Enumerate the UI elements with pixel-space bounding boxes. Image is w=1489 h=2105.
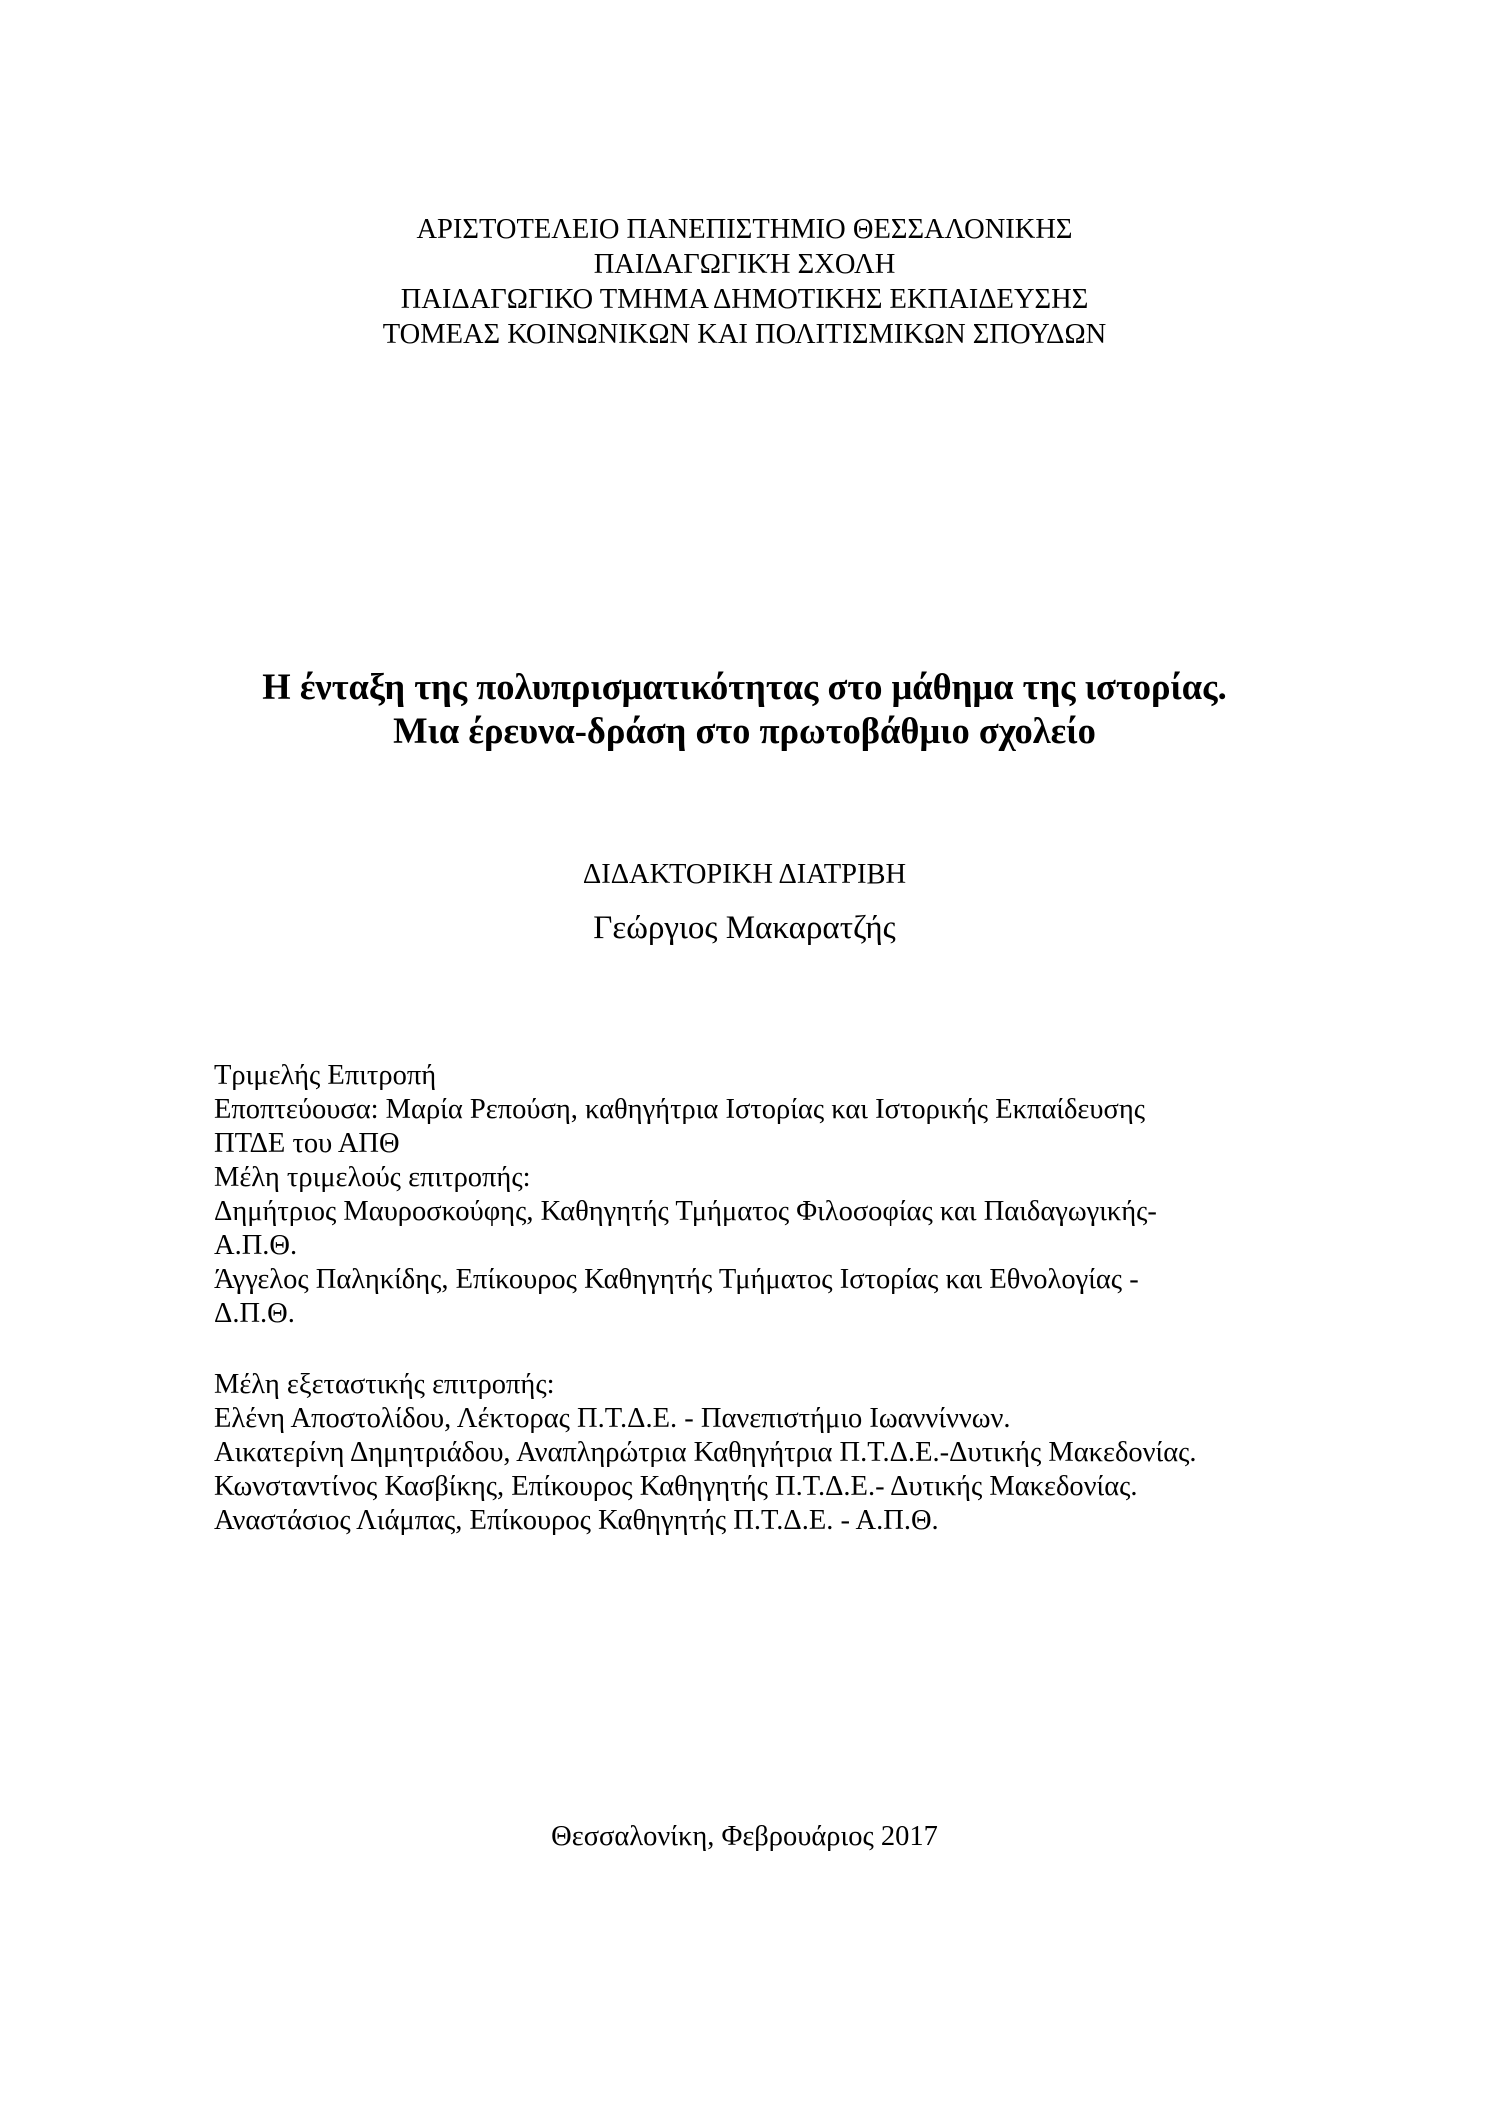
supervisor-line: ΠΤΔΕ του ΑΠΘ	[214, 1128, 400, 1159]
thesis-title	[0, 665, 1489, 753]
exam-member-line: Αικατερίνη Δημητριάδου, Αναπληρώτρια Καθηγήτρια Π.Τ.Δ.Ε.-Δυτικής Μακεδονίας.	[214, 1437, 1197, 1468]
sector-name: ΤΟΜΕΑΣ ΚΟΙΝΩΝΙΚΩΝ ΚΑΙ ΠΟΛΙΤΙΣΜΙΚΩΝ ΣΠΟΥΔΩΝ	[382, 319, 1107, 350]
exam-committee-heading: Μέλη εξεταστικής επιτροπής:	[214, 1369, 555, 1400]
member-line: Άγγελος Παληκίδης, Επίκουρος Καθηγητής Τμήματος Ιστορίας και Εθνολογίας -	[214, 1264, 1139, 1295]
document-type: ΔΙΔΑΚΤΟΡΙΚΗ ΔΙΑΤΡΙΒΗ	[582, 859, 907, 890]
advisory-committee	[214, 1059, 1294, 1331]
thesis-title-line: Η ένταξη της πολυπρισματικότητας στο μάθημα της ιστορίας.	[262, 666, 1227, 707]
member-line: Α.Π.Θ.	[214, 1230, 298, 1261]
member-line: Δημήτριος Μαυροσκούφης, Καθηγητής Τμήματος Φιλοσοφίας και Παιδαγωγικής-	[214, 1196, 1157, 1227]
member-line: Δ.Π.Θ.	[214, 1298, 295, 1329]
school-name: ΠΑΙΔΑΓΩΓΙΚΉ ΣΧΟΛΗ	[593, 249, 896, 280]
examination-committee	[214, 1368, 1294, 1538]
members-heading: Μέλη τριμελούς επιτροπής:	[214, 1162, 531, 1193]
thesis-title-line: Μια έρευνα-δράση στο πρωτοβάθμιο σχολείο	[393, 710, 1096, 751]
supervisor-line: Εποπτεύουσα: Μαρία Ρεπούση, καθηγήτρια Ιστορίας και Ιστορικής Εκπαίδευσης	[214, 1094, 1146, 1125]
place-and-date: Θεσσαλονίκη, Φεβρουάριος 2017	[551, 1821, 938, 1852]
exam-member-line: Αναστάσιος Λιάμπας, Επίκουρος Καθηγητής Π.Τ.Δ.Ε. - Α.Π.Θ.	[214, 1505, 939, 1536]
institution-header	[0, 212, 1489, 352]
author-name: Γεώργιος Μακαρατζής	[593, 910, 896, 946]
committee-heading: Τριμελής Επιτροπή	[214, 1060, 437, 1091]
university-name: ΑΡΙΣΤΟΤΕΛΕΙΟ ΠΑΝΕΠΙΣΤΗΜΙΟ ΘΕΣΣΑΛΟΝΙΚΗΣ	[416, 214, 1073, 245]
exam-member-line: Κωνσταντίνος Κασβίκης, Επίκουρος Καθηγητής Π.Τ.Δ.Ε.- Δυτικής Μακεδονίας.	[214, 1471, 1138, 1502]
exam-member-line: Ελένη Αποστολίδου, Λέκτορας Π.Τ.Δ.Ε. - Πανεπιστήμιο Ιωαννίννων.	[214, 1403, 1011, 1434]
department-name: ΠΑΙΔΑΓΩΓΙΚΟ ΤΜΗΜΑ ΔΗΜΟΤΙΚΗΣ ΕΚΠΑΙΔΕΥΣΗΣ	[400, 284, 1089, 315]
